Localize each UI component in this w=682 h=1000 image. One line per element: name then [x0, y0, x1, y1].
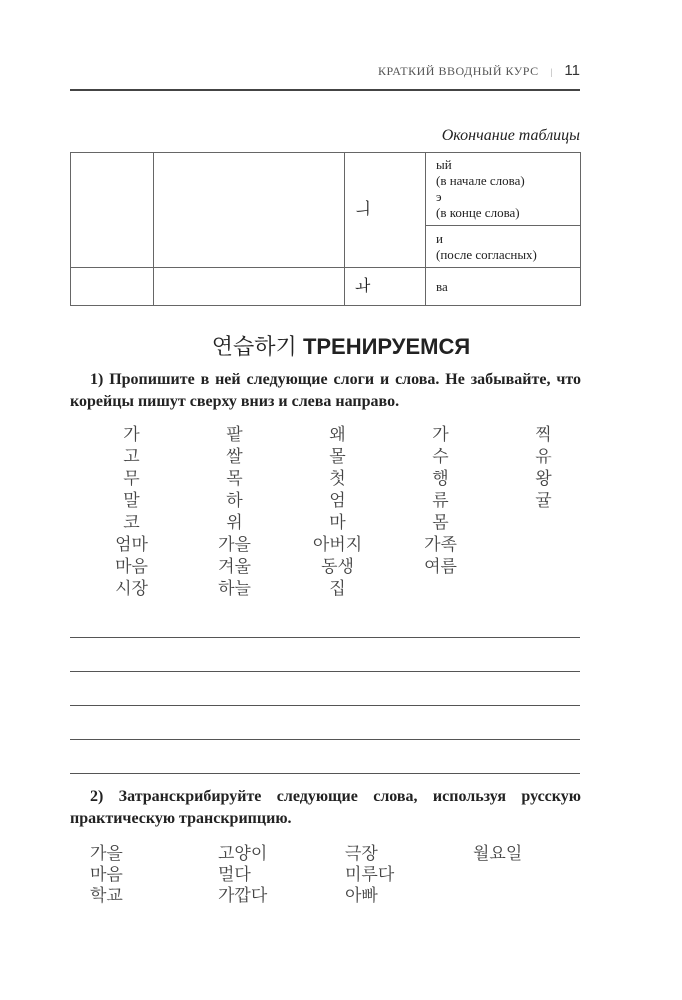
korean-word: 류: [432, 491, 449, 510]
korean-word: 겨울: [218, 557, 251, 576]
korean-word: 팥: [226, 425, 243, 444]
korean-word: 행: [432, 469, 449, 488]
table-cell: [71, 153, 154, 268]
korean-word: [492, 578, 595, 600]
korean-word: [389, 578, 492, 600]
running-title: КРАТКИЙ ВВОДНЫЙ КУРС: [378, 64, 539, 78]
korean-word: 아버지: [312, 535, 363, 554]
korean-word: 학교: [90, 886, 123, 905]
korean-word: 첫: [329, 469, 346, 488]
korean-word: 마: [329, 513, 346, 532]
korean-word: 가: [432, 425, 449, 444]
korean-word: 몸: [432, 513, 449, 532]
section-heading-korean: 연습하기: [211, 334, 297, 359]
korean-word: 여름: [424, 557, 457, 576]
vowel-table: [70, 152, 581, 306]
korean-word: 무: [123, 469, 140, 488]
korean-word: 시장: [115, 579, 148, 598]
korean-word: 집: [329, 579, 346, 598]
writing-line: [70, 739, 580, 740]
table-cell-reading: ый (в начале слова) э (в конце слова): [426, 153, 581, 226]
korean-word: 가을: [218, 535, 251, 554]
table-row: [71, 268, 581, 306]
task-2-instructions: 2) Затранскрибируйте следующие слова, используя русскую практическую транскрипцию.: [70, 788, 581, 827]
table-cell: [154, 268, 345, 306]
table-cell-reading: и (после согласных): [426, 226, 581, 268]
korean-word: [473, 885, 573, 906]
korean-word: 극장: [345, 844, 378, 863]
table-row: [71, 153, 581, 226]
korean-word: 고양이: [218, 844, 268, 863]
korean-word: 엄: [329, 491, 346, 510]
korean-word: 귤: [535, 491, 552, 510]
writing-line: [70, 637, 580, 638]
korean-word: 하: [226, 491, 243, 510]
korean-word: 가을: [90, 844, 123, 863]
korean-word: 엄마: [115, 535, 148, 554]
header-rule: [70, 89, 580, 91]
task-1-instructions: 1) Пропишите в ней следующие слоги и слова. Не забывайте, что корейцы пишут сверху вниз и слева направо.: [70, 371, 581, 410]
korean-word: [473, 864, 573, 885]
writing-line: [70, 705, 580, 706]
task-2-word-list: [90, 843, 573, 906]
korean-word: [492, 534, 595, 556]
korean-word: 아빠: [345, 886, 378, 905]
korean-word: 유: [535, 447, 552, 466]
korean-word: 마음: [115, 557, 148, 576]
korean-word: 수: [432, 447, 449, 466]
korean-word: 미루다: [345, 865, 395, 884]
header-separator: |: [550, 67, 553, 77]
korean-word: 몰: [329, 447, 346, 466]
korean-word: 말: [123, 491, 140, 510]
korean-word: 가: [123, 425, 140, 444]
table-cell-letter: ㅘ: [345, 268, 426, 306]
writing-line: [70, 773, 580, 774]
table-cell: [71, 268, 154, 306]
korean-word: 목: [226, 469, 243, 488]
korean-word: [492, 556, 595, 578]
running-header: [70, 62, 580, 79]
task-1-syllable-grid: [80, 424, 580, 600]
korean-word: 가족: [424, 535, 457, 554]
korean-word: 월요일: [473, 844, 523, 863]
korean-word: 하늘: [218, 579, 251, 598]
korean-word: 가깝다: [218, 886, 268, 905]
korean-word: 찍: [535, 425, 552, 444]
korean-word: 위: [226, 513, 243, 532]
table-caption: Окончание таблицы: [441, 127, 580, 144]
section-heading: [0, 330, 682, 361]
korean-word: 코: [123, 513, 140, 532]
section-heading-russian: ТРЕНИРУЕМСЯ: [302, 334, 471, 359]
korean-word: 멀다: [218, 865, 251, 884]
korean-word: 동생: [321, 557, 354, 576]
korean-word: 왕: [535, 469, 552, 488]
table-cell-reading: ва: [426, 268, 581, 306]
korean-word: 왜: [329, 425, 346, 444]
page-number: 11: [564, 62, 580, 79]
writing-line: [70, 671, 580, 672]
table-cell: [154, 153, 345, 268]
korean-word: 쌀: [226, 447, 243, 466]
table-cell-letter: ㅢ: [345, 153, 426, 268]
korean-word: 마음: [90, 865, 123, 884]
korean-word: [492, 512, 595, 534]
korean-word: 고: [123, 447, 140, 466]
